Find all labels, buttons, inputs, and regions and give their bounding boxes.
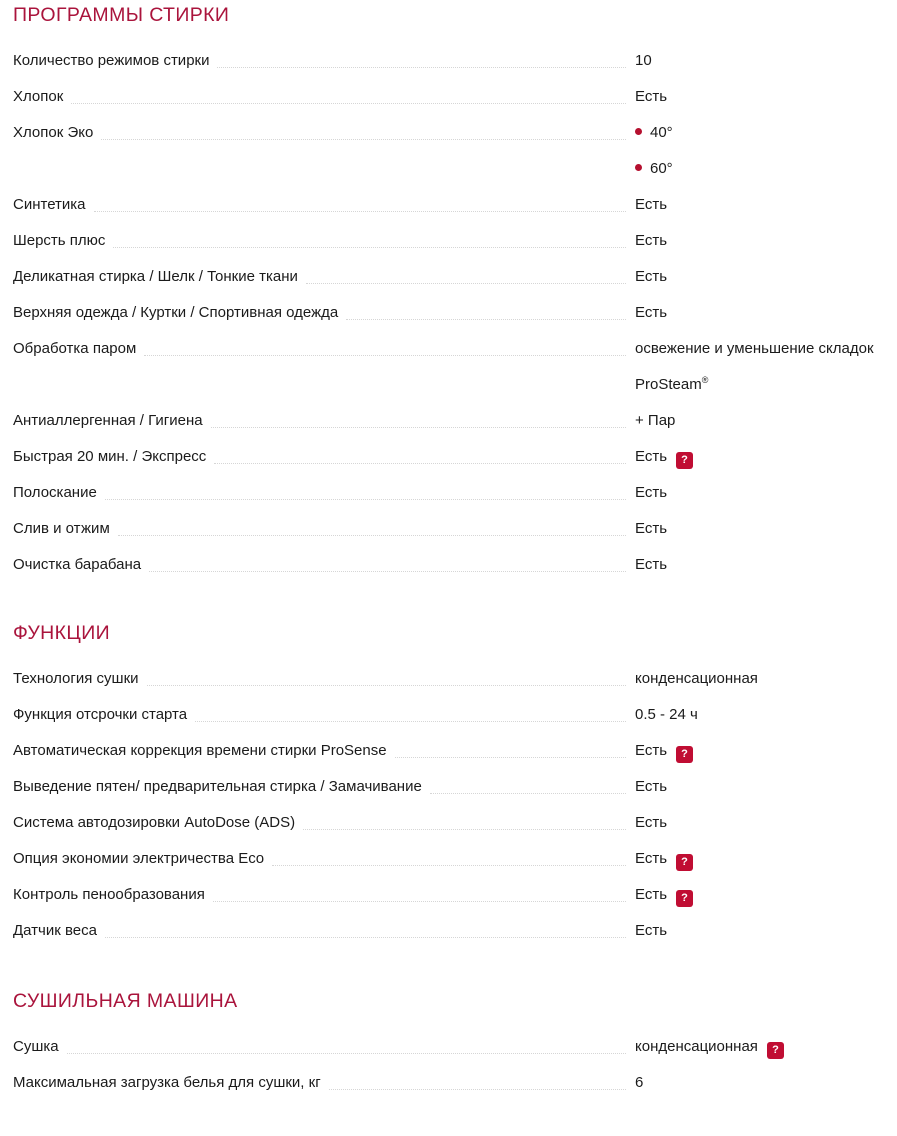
spec-row xyxy=(13,1030,887,1066)
dotted-leader xyxy=(217,67,626,68)
registered-trademark-icon: ® xyxy=(701,375,709,385)
dotted-leader xyxy=(118,535,626,536)
dotted-leader xyxy=(94,211,626,212)
spec-label: Датчик веса xyxy=(13,922,97,939)
help-icon[interactable]: ? xyxy=(676,854,693,871)
spec-value-text: Есть xyxy=(635,922,668,939)
spec-value xyxy=(635,1038,887,1059)
dotted-leader xyxy=(395,757,626,758)
help-icon[interactable]: ? xyxy=(767,1042,784,1059)
spec-label: Хлопок Эко xyxy=(13,124,94,141)
spec-row xyxy=(13,440,887,476)
spec-value xyxy=(635,520,887,538)
spec-row xyxy=(13,224,887,260)
dotted-leader xyxy=(346,319,626,320)
spec-value xyxy=(635,412,887,430)
spec-row xyxy=(13,662,887,698)
spec-rows xyxy=(13,44,887,584)
spec-value xyxy=(635,1074,887,1092)
spec-value xyxy=(635,196,887,214)
spec-section xyxy=(13,990,887,1102)
spec-label: Функция отсрочки старта xyxy=(13,706,188,723)
spec-row xyxy=(13,548,887,584)
bullet-icon xyxy=(635,164,642,171)
spec-value xyxy=(635,268,887,286)
spec-value-text: Есть xyxy=(635,484,668,501)
spec-label: Очистка барабана xyxy=(13,556,142,573)
dotted-leader xyxy=(306,283,626,284)
spec-row xyxy=(13,260,887,296)
spec-label: Деликатная стирка / Шелк / Тонкие ткани xyxy=(13,268,298,285)
spec-row xyxy=(13,44,887,80)
dotted-leader xyxy=(144,355,626,356)
spec-label: Антиаллергенная / Гигиена xyxy=(13,412,203,429)
spec-section xyxy=(13,622,887,950)
spec-label: Количество режимов стирки xyxy=(13,52,210,69)
spec-row xyxy=(13,734,887,770)
spec-value-text: + Пар xyxy=(635,412,676,429)
dotted-leader xyxy=(147,685,626,686)
spec-label: Верхняя одежда / Куртки / Спортивная одежда xyxy=(13,304,339,321)
spec-label: Выведение пятен/ предварительная стирка / Замачивание xyxy=(13,778,422,795)
spec-value-text: 60° xyxy=(650,160,673,177)
spec-value xyxy=(635,376,887,394)
dotted-leader xyxy=(67,1053,626,1054)
spec-value-text: Есть xyxy=(635,520,668,537)
spec-value xyxy=(635,232,887,250)
spec-row xyxy=(13,188,887,224)
spec-label: Контроль пенообразования xyxy=(13,886,205,903)
spec-value-text: Есть xyxy=(635,448,668,465)
dotted-leader xyxy=(149,571,626,572)
spec-value-text: Есть xyxy=(635,814,668,831)
spec-value-text: Есть xyxy=(635,268,668,285)
spec-value xyxy=(635,814,887,832)
spec-rows xyxy=(13,1030,887,1102)
spec-row xyxy=(13,878,887,914)
dotted-leader xyxy=(329,1089,626,1090)
dotted-leader xyxy=(113,247,626,248)
spec-label: Слив и отжим xyxy=(13,520,110,537)
spec-row xyxy=(13,914,887,950)
dotted-leader xyxy=(71,103,626,104)
spec-value-text: Есть xyxy=(635,304,668,321)
spec-value xyxy=(635,778,887,796)
spec-value xyxy=(635,670,887,688)
spec-value xyxy=(635,124,887,142)
dotted-leader xyxy=(213,901,626,902)
spec-label: Хлопок xyxy=(13,88,64,105)
spec-value-text: Есть xyxy=(635,232,668,249)
help-icon[interactable]: ? xyxy=(676,746,693,763)
spec-row xyxy=(13,296,887,332)
spec-value xyxy=(635,556,887,574)
spec-label: Технология сушки xyxy=(13,670,139,687)
dotted-leader xyxy=(211,427,626,428)
spec-value xyxy=(635,340,887,358)
help-icon[interactable]: ? xyxy=(676,452,693,469)
spec-row xyxy=(13,404,887,440)
spec-value-text: Есть xyxy=(635,778,668,795)
spec-value-text: освежение и уменьшение складок xyxy=(635,340,874,357)
spec-label: Сушка xyxy=(13,1038,59,1055)
spec-row xyxy=(13,698,887,734)
spec-row xyxy=(13,332,887,368)
spec-value-text: конденсационная xyxy=(635,1038,758,1055)
spec-value xyxy=(635,52,887,70)
spec-value-text: Есть xyxy=(635,850,668,867)
spec-label: Автоматическая коррекция времени стирки ProSense xyxy=(13,742,387,759)
spec-value xyxy=(635,88,887,106)
spec-value-text: Есть xyxy=(635,886,668,903)
spec-value-text: 10 xyxy=(635,52,652,69)
spec-value xyxy=(635,448,887,469)
spec-row xyxy=(13,1066,887,1102)
dotted-leader xyxy=(195,721,626,722)
spec-value-text: Есть xyxy=(635,556,668,573)
spec-row xyxy=(13,476,887,512)
spec-content xyxy=(0,4,897,1102)
spec-label: Система автодозировки AutoDose (ADS) xyxy=(13,814,296,831)
dotted-leader xyxy=(430,793,626,794)
spec-label: Синтетика xyxy=(13,196,86,213)
spec-value xyxy=(635,304,887,322)
spec-value xyxy=(635,886,887,907)
spec-label: Полоскание xyxy=(13,484,97,501)
spec-row xyxy=(13,770,887,806)
spec-section xyxy=(13,4,887,584)
spec-value xyxy=(635,850,887,871)
dotted-leader xyxy=(272,865,626,866)
spec-value xyxy=(635,484,887,502)
spec-value-text: 0.5 - 24 ч xyxy=(635,706,698,723)
spec-rows xyxy=(13,662,887,950)
help-icon[interactable]: ? xyxy=(676,890,693,907)
spec-row xyxy=(13,512,887,548)
spec-label: Опция экономии электричества Eco xyxy=(13,850,265,867)
spec-row xyxy=(13,806,887,842)
dotted-leader xyxy=(303,829,626,830)
spec-value xyxy=(635,922,887,940)
spec-row xyxy=(13,80,887,116)
spec-label: Обработка паром xyxy=(13,340,137,357)
spec-value-text: конденсационная xyxy=(635,670,758,687)
spec-value-text: Есть xyxy=(635,88,668,105)
spec-label: Быстрая 20 мин. / Экспресс xyxy=(13,448,207,465)
spec-value xyxy=(635,742,887,763)
dotted-leader xyxy=(101,139,626,140)
spec-row xyxy=(13,116,887,152)
dotted-leader xyxy=(105,937,626,938)
bullet-icon xyxy=(635,128,642,135)
spec-label: Шерсть плюс xyxy=(13,232,106,249)
spec-row-continuation xyxy=(13,152,887,188)
spec-value-text: ProSteam xyxy=(635,376,702,393)
spec-value-text: Есть xyxy=(635,196,668,213)
spec-value-text: 40° xyxy=(650,124,673,141)
section-title: ФУНКЦИИ xyxy=(13,622,111,644)
spec-value-text: 6 xyxy=(635,1074,644,1091)
section-title: ПРОГРАММЫ СТИРКИ xyxy=(13,4,230,26)
dotted-leader xyxy=(21,175,626,176)
dotted-leader xyxy=(105,499,626,500)
dotted-leader xyxy=(214,463,626,464)
spec-value xyxy=(635,706,887,724)
section-title: СУШИЛЬНАЯ МАШИНА xyxy=(13,990,238,1012)
dotted-leader xyxy=(21,391,626,392)
spec-row-continuation xyxy=(13,368,887,404)
spec-value xyxy=(635,160,887,178)
spec-value-text: Есть xyxy=(635,742,668,759)
spec-label: Максимальная загрузка белья для сушки, кг xyxy=(13,1074,321,1091)
spec-row xyxy=(13,842,887,878)
